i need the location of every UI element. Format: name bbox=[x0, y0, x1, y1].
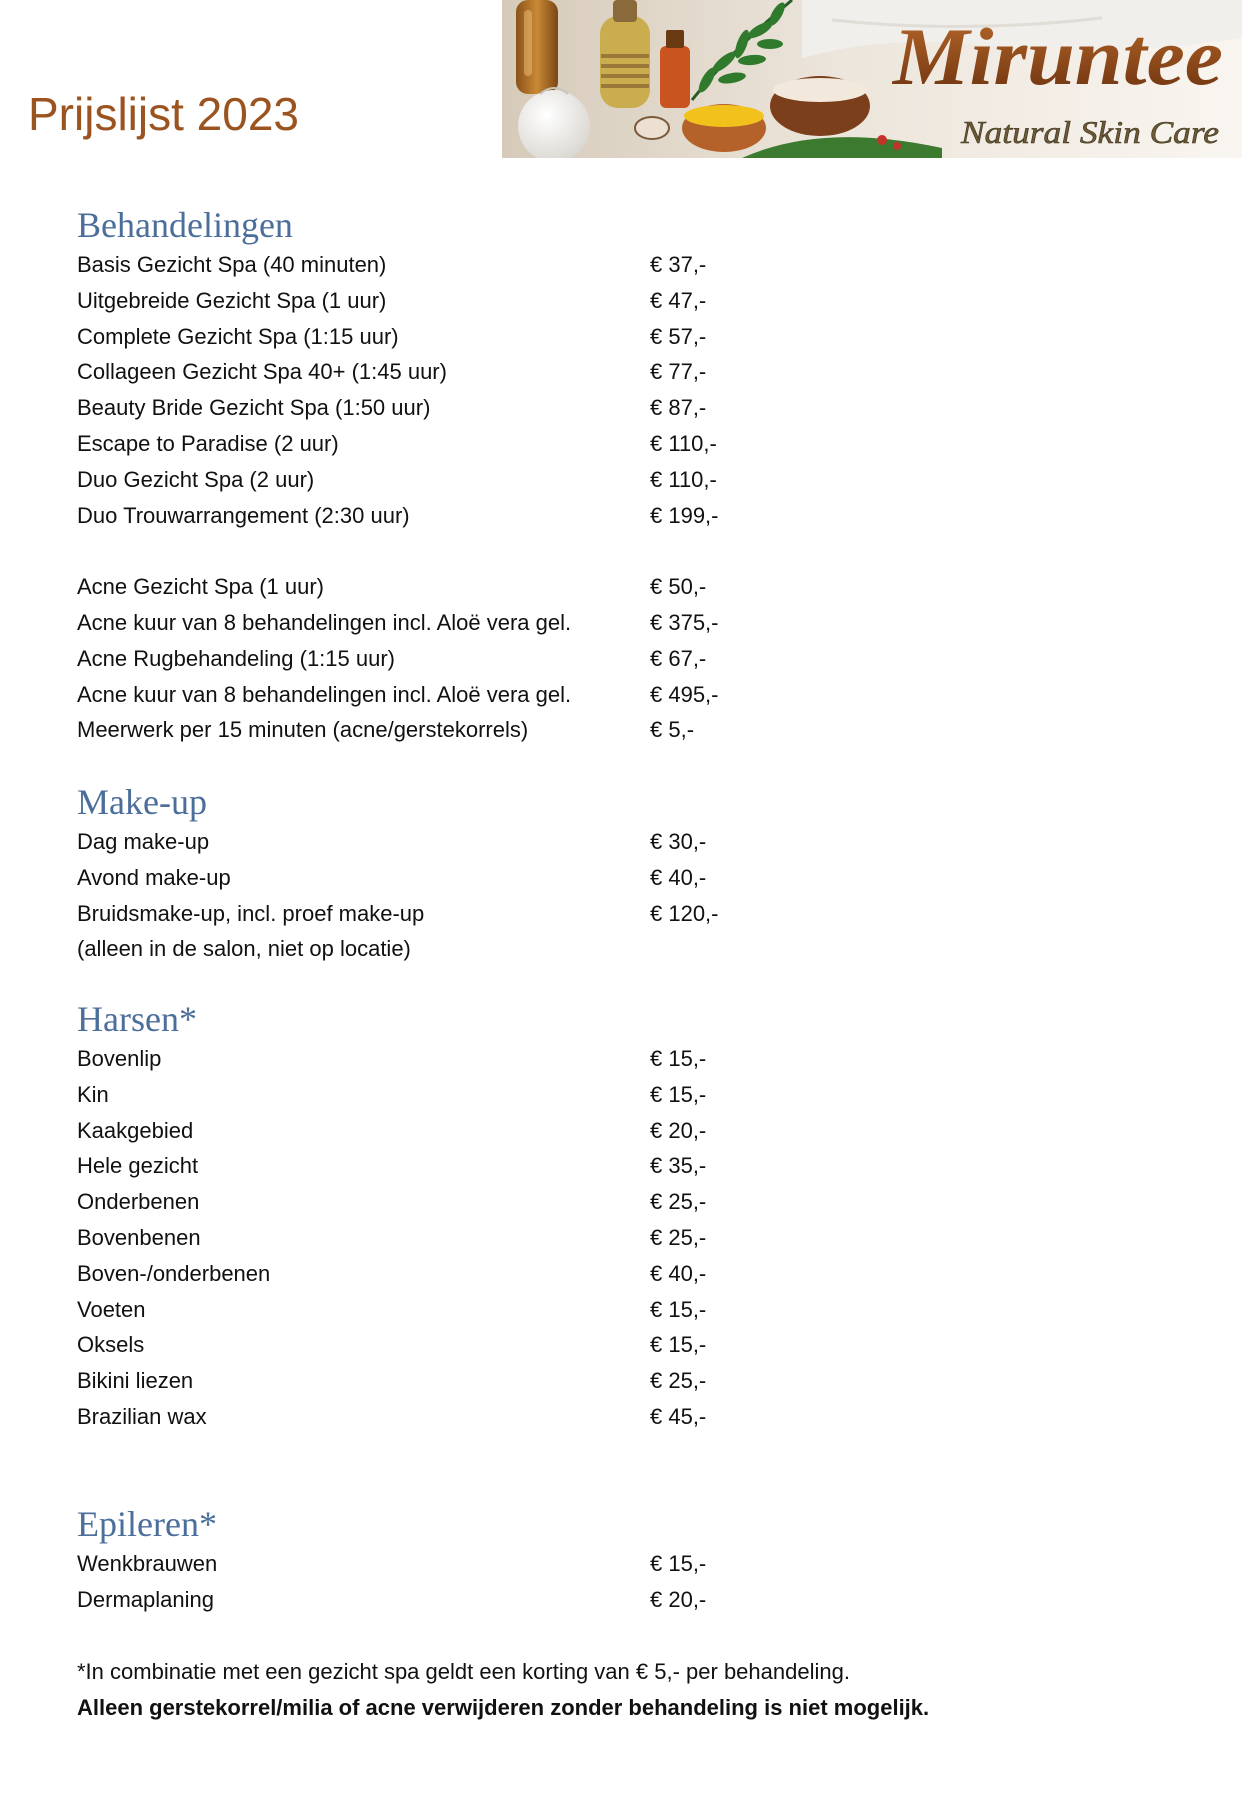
treatment-price: € 15,- bbox=[650, 1551, 707, 1576]
treatment-name: Dermaplaning bbox=[77, 1586, 214, 1612]
price-row bbox=[77, 677, 837, 713]
shell-graphic bbox=[635, 117, 669, 139]
logo-tagline-text: Natural Skin Care bbox=[959, 114, 1219, 150]
price-row bbox=[77, 824, 837, 860]
treatment-price: € 20,- bbox=[650, 1586, 707, 1612]
price-row bbox=[77, 247, 837, 283]
price-row bbox=[77, 1041, 837, 1077]
price-row bbox=[77, 605, 837, 641]
price-row bbox=[77, 283, 837, 319]
price-row bbox=[77, 1148, 837, 1184]
treatment-name: Avond make-up bbox=[77, 864, 231, 890]
price-row bbox=[77, 1077, 837, 1113]
treatment-price: € 87,- bbox=[650, 395, 707, 421]
treatment-price: € 37,- bbox=[650, 252, 707, 277]
treatment-name: Basis Gezicht Spa (40 minuten) bbox=[77, 252, 387, 277]
treatment-price: € 495,- bbox=[650, 681, 719, 707]
treatment-name: Complete Gezicht Spa (1:15 uur) bbox=[77, 323, 399, 349]
section-makeup bbox=[77, 780, 837, 967]
section-behandelingen bbox=[77, 203, 837, 748]
treatment-name: Boven-/onderbenen bbox=[77, 1260, 271, 1286]
treatment-price: € 47,- bbox=[650, 287, 707, 313]
price-row bbox=[77, 860, 837, 896]
treatment-price: € 50,- bbox=[650, 574, 707, 600]
price-row bbox=[77, 354, 837, 390]
treatment-name: Oksels bbox=[77, 1332, 145, 1358]
treatment-price: € 20,- bbox=[650, 1117, 707, 1143]
treatment-name: Kin bbox=[77, 1081, 109, 1107]
treatment-price: € 25,- bbox=[650, 1368, 707, 1394]
treatment-price: € 375,- bbox=[650, 609, 719, 635]
treatment-price: € 15,- bbox=[650, 1046, 707, 1071]
treatment-price: € 45,- bbox=[650, 1403, 707, 1429]
treatment-price: € 25,- bbox=[650, 1189, 707, 1215]
treatment-name: Acne Rugbehandeling (1:15 uur) bbox=[77, 645, 396, 671]
treatment-price: € 120,- bbox=[650, 900, 719, 926]
price-row bbox=[77, 1256, 837, 1292]
treatment-price: € 110,- bbox=[650, 430, 717, 456]
price-row bbox=[77, 712, 837, 748]
page-title: Prijslijst 2023 bbox=[28, 88, 299, 140]
section-heading: Epileren* bbox=[77, 1504, 217, 1544]
treatment-price: € 40,- bbox=[650, 1260, 707, 1286]
section-epileren bbox=[77, 1502, 837, 1618]
treatment-price: € 15,- bbox=[650, 1332, 707, 1358]
treatment-name: Wenkbrauwen bbox=[77, 1551, 218, 1576]
price-row bbox=[77, 319, 837, 355]
treatment-name: Collageen Gezicht Spa 40+ (1:45 uur) bbox=[77, 359, 447, 385]
brand-logo bbox=[502, 0, 1242, 158]
treatment-price: € 15,- bbox=[650, 1296, 707, 1322]
warning-footnote: Alleen gerstekorrel/milia of acne verwijderen zonder behandeling is niet mogelijk. bbox=[77, 1694, 930, 1720]
price-row bbox=[77, 1113, 837, 1149]
treatment-name: Kaakgebied bbox=[77, 1117, 194, 1143]
amber-bottle-graphic bbox=[516, 0, 558, 94]
price-row bbox=[77, 1220, 837, 1256]
price-row bbox=[77, 1546, 837, 1582]
price-row bbox=[77, 462, 837, 498]
treatment-name: Bruidsmake-up, incl. proef make-up bbox=[77, 900, 425, 926]
discount-footnote: *In combinatie met een gezicht spa geldt een korting van € 5,- per behandeling. bbox=[77, 1659, 850, 1684]
treatment-name: Brazilian wax bbox=[77, 1403, 207, 1429]
treatment-name: Escape to Paradise (2 uur) bbox=[77, 430, 339, 456]
price-row bbox=[77, 390, 837, 426]
treatment-price: € 25,- bbox=[650, 1224, 707, 1250]
price-row bbox=[77, 896, 837, 932]
price-row bbox=[77, 1363, 837, 1399]
section-heading: Behandelingen bbox=[77, 205, 293, 245]
treatment-name: Dag make-up bbox=[77, 829, 210, 854]
treatment-price: € 40,- bbox=[650, 864, 707, 890]
treatment-price: € 67,- bbox=[650, 645, 707, 671]
wooden-bowl-graphic bbox=[770, 76, 870, 136]
price-row bbox=[77, 1184, 837, 1220]
logo-brand-text: Miruntee bbox=[890, 11, 1223, 102]
price-row bbox=[77, 426, 837, 462]
makeup-note: (alleen in de salon, niet op locatie) bbox=[77, 936, 411, 962]
treatment-price: € 199,- bbox=[650, 502, 719, 528]
treatment-price: € 15,- bbox=[650, 1081, 707, 1107]
section-heading: Make-up bbox=[77, 782, 207, 822]
section-harsen bbox=[77, 997, 837, 1435]
group-spacer bbox=[77, 533, 837, 569]
price-row bbox=[77, 1399, 837, 1435]
spice-bowl-graphic bbox=[682, 104, 766, 152]
treatment-name: Hele gezicht bbox=[77, 1153, 199, 1179]
treatment-name: Duo Trouwarrangement (2:30 uur) bbox=[77, 502, 410, 528]
treatment-name: Acne kuur van 8 behandelingen incl. Aloë vera gel. bbox=[77, 681, 572, 707]
treatment-price: € 110,- bbox=[650, 466, 717, 492]
price-row bbox=[77, 1582, 837, 1618]
price-row bbox=[77, 498, 837, 534]
treatment-name: Bovenbenen bbox=[77, 1224, 201, 1250]
treatment-price: € 5,- bbox=[650, 717, 695, 743]
price-row bbox=[77, 1292, 837, 1328]
treatment-name: Beauty Bride Gezicht Spa (1:50 uur) bbox=[77, 395, 431, 421]
treatment-name: Bovenlip bbox=[77, 1046, 162, 1071]
price-row bbox=[77, 569, 837, 605]
treatment-name: Uitgebreide Gezicht Spa (1 uur) bbox=[77, 287, 387, 313]
footnotes bbox=[77, 1654, 929, 1726]
treatment-name: Acne Gezicht Spa (1 uur) bbox=[77, 574, 325, 600]
price-row bbox=[77, 641, 837, 677]
treatment-price: € 35,- bbox=[650, 1153, 707, 1179]
treatment-price: € 57,- bbox=[650, 323, 707, 349]
price-row bbox=[77, 1327, 837, 1363]
treatment-name: Meerwerk per 15 minuten (acne/gerstekorrels) bbox=[77, 717, 529, 743]
treatment-name: Bikini liezen bbox=[77, 1368, 194, 1394]
treatment-name: Acne kuur van 8 behandelingen incl. Aloë vera gel. bbox=[77, 609, 572, 635]
treatment-name: Onderbenen bbox=[77, 1189, 200, 1215]
treatment-name: Voeten bbox=[77, 1296, 146, 1322]
section-heading: Harsen* bbox=[77, 999, 197, 1039]
treatment-price: € 77,- bbox=[650, 359, 707, 385]
treatment-price: € 30,- bbox=[650, 829, 707, 854]
treatment-name: Duo Gezicht Spa (2 uur) bbox=[77, 466, 315, 492]
